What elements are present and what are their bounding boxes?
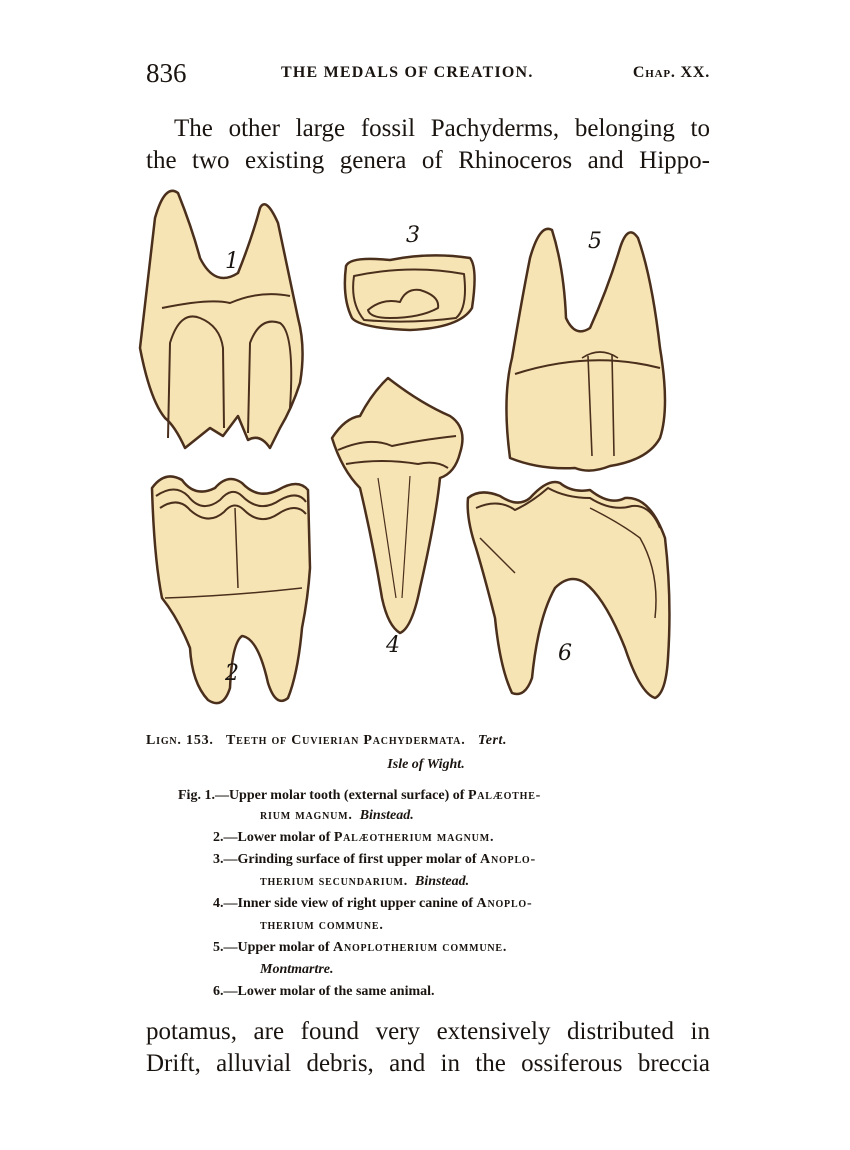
fig-4-caption	[213, 894, 532, 914]
fig-4-species: Anoplo-	[476, 896, 533, 911]
fig-4-text: 4.—Inner side view of right upper canine of	[213, 896, 477, 911]
fig-2-species: Palæotherium magnum.	[333, 830, 495, 845]
fig-3-caption	[213, 850, 536, 870]
fig-5-species: Anoplotherium commune.	[333, 940, 508, 955]
running-header	[146, 58, 710, 92]
paragraph-line: The other large fossil Pachyderms, belonging to	[174, 115, 710, 142]
tooth-figure-1	[140, 191, 303, 448]
fig-3-text: 3.—Grinding surface of first upper molar of	[213, 852, 481, 867]
fig-1-species-cont: rium magnum.	[260, 808, 353, 823]
fig-5-locality: Montmartre.	[260, 962, 334, 977]
figure-number-4: 4	[386, 633, 400, 658]
fig-5-caption-cont	[260, 960, 334, 980]
figure-number-1: 1	[225, 249, 239, 274]
fig-2-caption	[213, 828, 494, 848]
caption-period: Tert.	[477, 733, 508, 748]
caption-locality: Isle of Wight.	[387, 757, 465, 772]
chapter-label: Chap. XX.	[632, 64, 710, 81]
figure-number-2: 2	[225, 661, 239, 686]
figure-number-6: 6	[558, 641, 572, 666]
lign-number: Lign. 153.	[146, 733, 214, 748]
fig-3-species-cont: therium secundarium.	[260, 874, 409, 889]
fig-1-caption	[178, 786, 541, 806]
paragraph-line: the two existing genera of Rhinoceros and Hippo-	[146, 147, 710, 174]
paragraph-top	[146, 113, 710, 177]
running-title: THE MEDALS OF CREATION.	[281, 64, 534, 81]
fig-5-text: 5.—Upper molar of	[213, 940, 334, 955]
fig-4-species-cont: therium commune.	[260, 918, 384, 933]
fig-3-locality: Binstead.	[415, 874, 470, 889]
fig-3-species: Anoplo-	[480, 852, 536, 867]
figure-caption-title	[146, 733, 646, 749]
teeth-plate-illustration	[120, 178, 700, 718]
paragraph-bottom	[146, 1016, 710, 1080]
tooth-figure-3	[345, 255, 475, 330]
fig-1-species: Palæothe-	[467, 788, 542, 803]
paragraph-line: potamus, are found very extensively distributed in	[146, 1018, 710, 1045]
caption-heading: Teeth of Cuvierian Pachydermata.	[226, 733, 466, 748]
fig-1-text: Fig. 1.—Upper molar tooth (external surface) of	[178, 788, 468, 803]
page-number: 836	[146, 58, 187, 88]
paragraph-line: Drift, alluvial debris, and in the ossiferous breccia	[146, 1050, 710, 1077]
fig-5-caption	[213, 938, 507, 958]
fig-2-text: 2.—Lower molar of	[213, 830, 334, 845]
tooth-figure-4	[332, 378, 462, 633]
fig-6-caption	[213, 982, 435, 1002]
figure-number-3: 3	[406, 223, 420, 248]
fig-1-locality: Binstead.	[359, 808, 414, 823]
fig-3-caption-cont	[260, 872, 469, 892]
fig-1-caption-cont	[260, 806, 414, 826]
tooth-figure-5	[506, 229, 665, 471]
fig-4-caption-cont	[260, 916, 384, 936]
fig-6-text: 6.—Lower molar of the same animal.	[213, 984, 435, 999]
figure-number-5: 5	[588, 229, 602, 254]
